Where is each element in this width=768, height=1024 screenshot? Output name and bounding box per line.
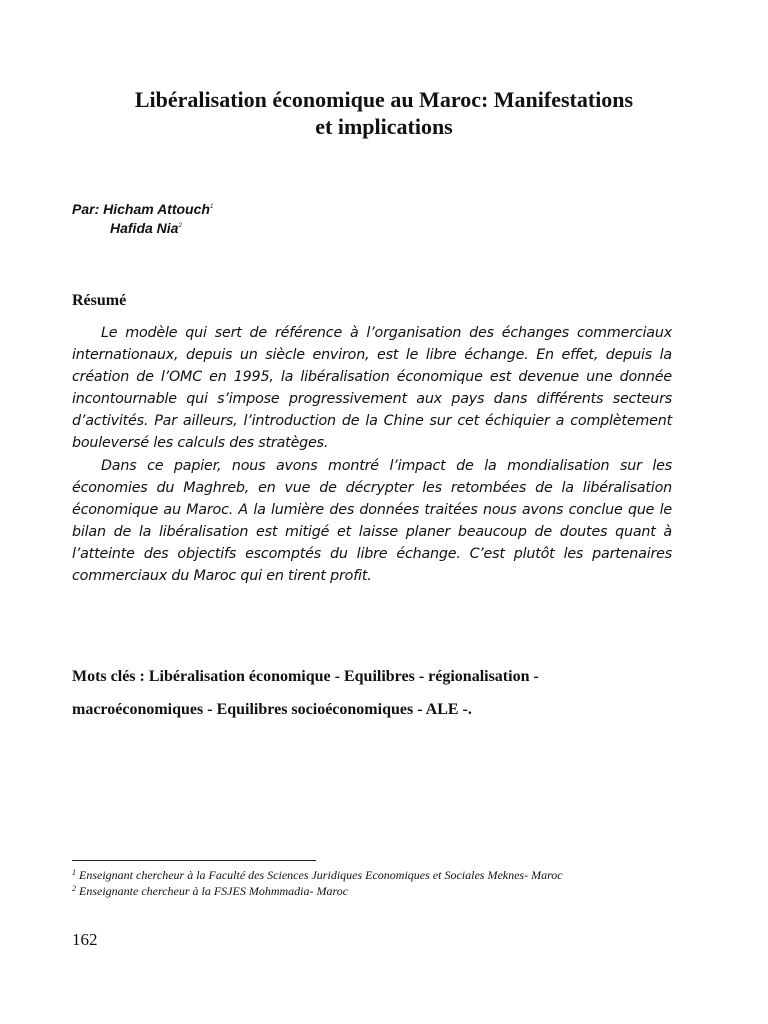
footnote-marker-2: 2: [72, 884, 76, 893]
paper-title-line2: et implications: [315, 114, 453, 139]
abstract-heading: Résumé: [72, 292, 127, 309]
author-name-2: Hafida Nia: [110, 220, 179, 236]
footnote-2: [72, 882, 692, 898]
author-line-1: [72, 199, 213, 218]
footnote-separator: [72, 860, 316, 861]
page-number: 162: [72, 930, 98, 949]
author-prefix: Par:: [72, 201, 104, 217]
abstract-paragraph-1: Le modèle qui sert de référence à l’organisation des échanges commerciaux internationaux, depuis un siècle environ, est le libre échange. En effet, depuis la création de l’OMC en 1995, la libéralisation économique est devenue une donnée incontournable qui s’impose progressivement aux pays dans différents secteurs d’activités. Par ailleurs, l’introduction de la Chine sur cet échiquier a complètement bouleversé les calculs des stratèges.: [72, 325, 672, 452]
abstract-body: [72, 322, 672, 587]
keywords-block: [72, 660, 672, 726]
paper-title-line1: Libéralisation économique au Maroc: Manifestations: [134, 87, 634, 112]
footnote-marker-1: 1: [72, 868, 76, 877]
keywords-line-1: Mots clés : Libéralisation économique - Equilibres - régionalisation -: [72, 668, 539, 685]
author-block: [72, 199, 213, 237]
author-line-2: [72, 218, 213, 237]
footnote-ref-2: 2: [178, 223, 182, 229]
keywords-line-2: macroéconomiques - Equilibres socioéconomiques - ALE -.: [72, 701, 472, 718]
footnote-text-1: Enseignant chercheur à la Faculté des Sciences Juridiques Economiques et Sociales Meknes- Maroc: [76, 868, 563, 882]
footnote-ref-1: 1: [209, 204, 214, 210]
footnote-text-2: Enseignante chercheur à la FSJES Mohmmadia- Maroc: [76, 884, 349, 898]
paper-title: [60, 86, 708, 140]
footnotes: [72, 866, 692, 898]
footnote-1: [72, 866, 692, 882]
author-name-1: Hicham Attouch: [103, 201, 210, 217]
abstract-paragraph-2: Dans ce papier, nous avons montré l’impact de la mondialisation sur les économies du Maghreb, en vue de décrypter les retombées de la libéralisation économique au Maroc. A la lumière des données traitées nous avons conclue que le bilan de la libéralisation est mitigé et laisse planer beaucoup de doutes quant à l’atteinte des objectifs escomptés du libre échange. C’est plutôt les partenaires commerciaux du Maroc qui en tirent profit.: [72, 457, 672, 585]
